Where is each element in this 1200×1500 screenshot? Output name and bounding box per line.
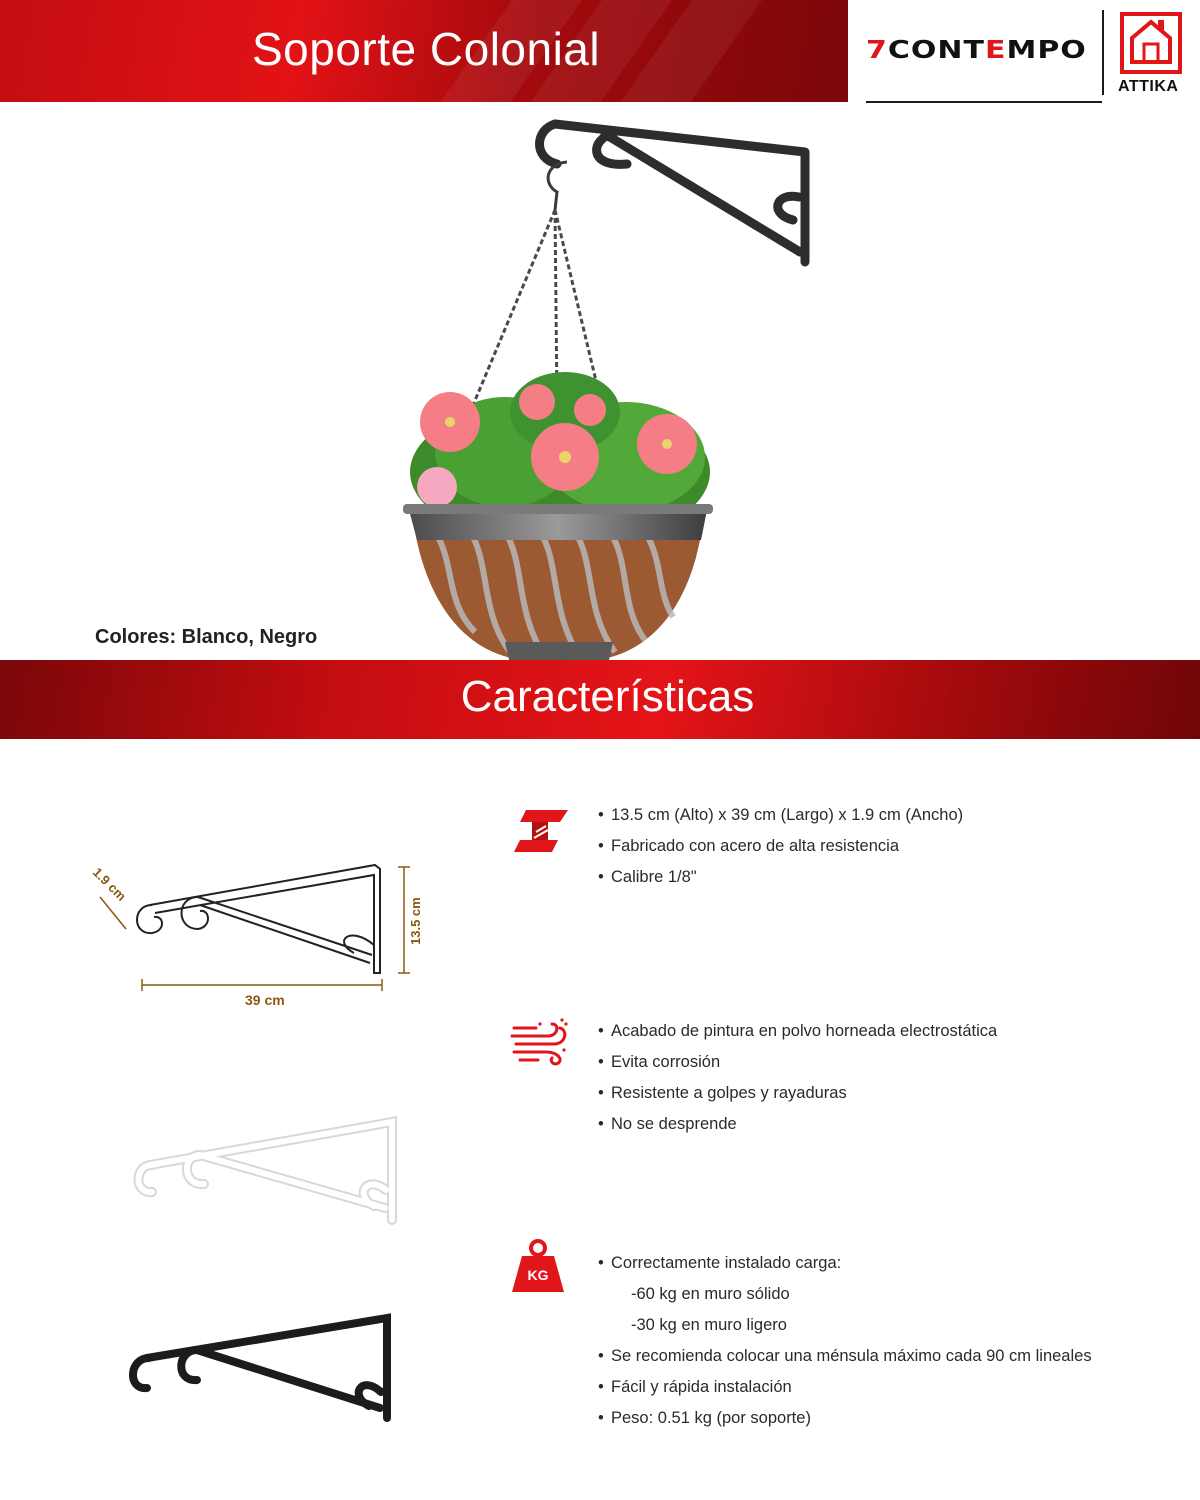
section-title: Características	[460, 672, 755, 721]
brand-logos	[866, 10, 1186, 102]
weight-kg-icon	[508, 1236, 568, 1296]
attika-logo-text: ATTIKA	[1118, 78, 1179, 95]
feature-list-material	[598, 800, 963, 893]
logo-divider	[1102, 10, 1104, 95]
contempo-logo: 7CONTEMPO	[866, 36, 1087, 65]
list-item: • 13.5 cm (Alto) x 39 cm (Largo) x 1.9 cm (Ancho)	[598, 806, 964, 824]
list-item: • Correctamente instalado carga:	[598, 1254, 842, 1272]
logo-underline	[866, 101, 1102, 103]
list-item: • Se recomienda colocar una ménsula máximo cada 90 cm lineales	[598, 1347, 1092, 1365]
colors-label: Colores: Blanco, Negro	[95, 626, 318, 648]
list-item: • Evita corrosión	[598, 1053, 721, 1071]
height-dimension-label: 13.5 cm	[408, 897, 423, 945]
weight-icon-label: KG	[527, 1267, 549, 1283]
list-item: • Fácil y rápida instalación	[598, 1378, 792, 1396]
list-item: • No se desprende	[598, 1115, 737, 1133]
steel-beam-icon	[512, 806, 572, 866]
list-item: • Peso: 0.51 kg (por soporte)	[598, 1409, 811, 1427]
feature-list-load	[598, 1248, 1092, 1434]
attika-house-icon	[1120, 12, 1182, 74]
width-dimension-label: 1.9 cm	[89, 864, 130, 904]
list-item: • Fabricado con acero de alta resistencia	[598, 837, 899, 855]
feature-list-finish	[598, 1016, 997, 1140]
list-item: • Acabado de pintura en polvo horneada electrostática	[598, 1022, 998, 1040]
list-item: • Calibre 1/8"	[598, 868, 697, 886]
list-item: • Resistente a golpes y rayaduras	[598, 1084, 847, 1102]
page-title: Soporte Colonial	[252, 23, 601, 75]
black-bracket-image	[125, 1308, 405, 1428]
list-item: -30 kg en muro ligero	[631, 1316, 787, 1334]
wind-weather-icon	[510, 1016, 570, 1076]
hanging-basket-image	[395, 112, 835, 672]
white-bracket-image	[130, 1110, 410, 1230]
list-item: -60 kg en muro sólido	[631, 1285, 790, 1303]
length-dimension-label: 39 cm	[245, 992, 285, 1008]
dimension-diagram	[80, 855, 430, 1015]
